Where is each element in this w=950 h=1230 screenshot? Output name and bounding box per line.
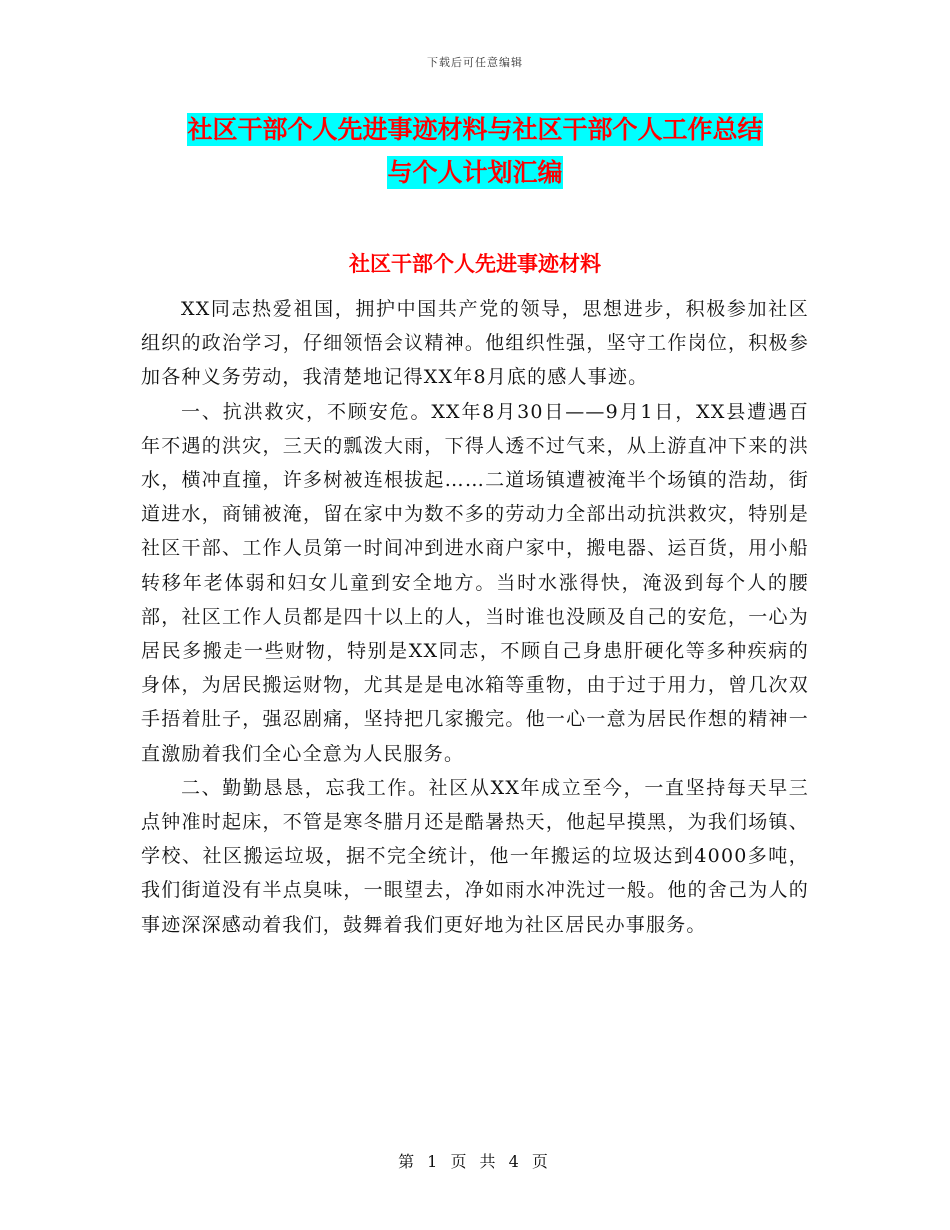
document-title-line-1 (0, 114, 950, 146)
document-title-line-2 (0, 157, 950, 189)
section-heading: 社区干部个人先进事迹材料 (349, 252, 601, 276)
document-title-text-1: 社区干部个人先进事迹材料与社区干部个人工作总结 (187, 115, 763, 144)
document-body (141, 292, 809, 942)
page-number-footer: 第 1 页 共 4 页 (398, 1152, 552, 1171)
paragraph-intro: XX同志热爱祖国，拥护中国共产党的领导，思想进步，积极参加社区组织的政治学习，仔细领悟会议精神。他组织性强，坚守工作岗位，积极参加各种义务劳动，我清楚地记得XX年8月底的感人事迹。 (141, 298, 809, 389)
page-header-note: 下载后可任意编辑 (427, 56, 523, 69)
document-title-text-2: 与个人计划汇编 (387, 158, 563, 187)
paragraph-flood-relief: 一、抗洪救灾，不顾安危。XX年8月30日——9月1日，XX县遭遇百年不遇的洪灾，三天的瓢泼大雨，下得人透不过气来，从上游直冲下来的洪水，横冲直撞，许多树被连根拔起……二道场镇遭被淹半个场镇的浩劫，街道进水，商铺被淹，留在家中为数不多的劳动力全部出动抗洪救灾，特别是社区干部、工作人员第一时间冲到进水商户家中，搬电器、运百货，用小船转移年老体弱和妇女儿童到安全地方。当时水涨得快，淹汲到每个人的腰部，社区工作人员都是四十以上的人，当时谁也没顾及自己的安危，一心为居民多搬走一些财物，特别是XX同志，不顾自己身患肝硬化等多种疾病的身体，为居民搬运财物，尤其是是电冰箱等重物，由于过于用力，曾几次双手捂着肚子，强忍剧痛，坚持把几家搬完。他一心一意为居民作想的精神一直激励着我们全心全意为人民服务。 (141, 400, 809, 765)
paragraph-diligent-work: 二、勤勤恳恳，忘我工作。社区从XX年成立至今，一直坚持每天早三点钟准时起床，不管是寒冬腊月还是酷暑热天，他起早摸黑，为我们场镇、学校、社区搬运垃圾，据不完全统计，他一年搬运的垃圾达到4000多吨，我们街道没有半点臭味，一眼望去，净如雨水冲洗过一般。他的舍己为人的事迹深深感动着我们，鼓舞着我们更好地为社区居民办事服务。 (141, 776, 809, 936)
